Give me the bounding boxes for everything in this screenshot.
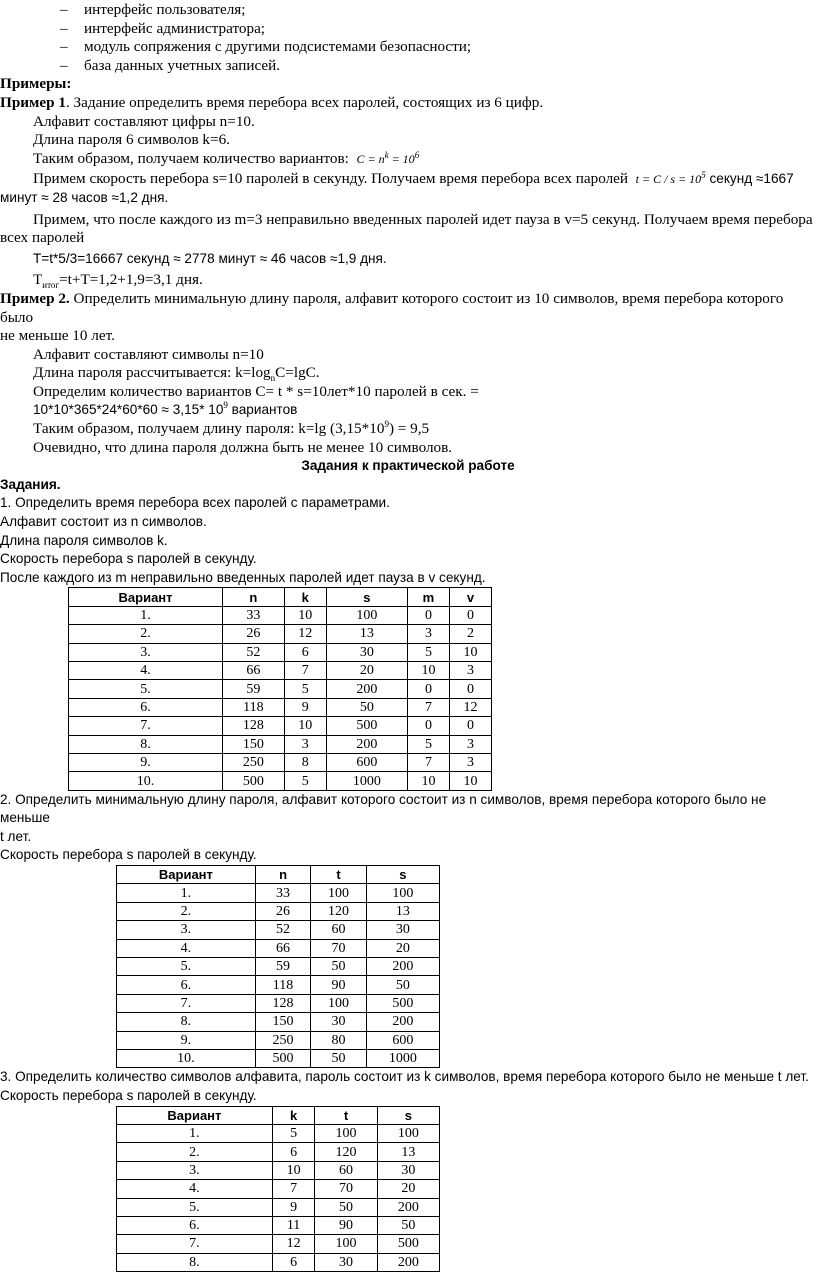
table-header-cell: t xyxy=(311,866,367,884)
table-row xyxy=(69,643,492,661)
table-cell: 0 xyxy=(407,717,449,735)
table-cell: 6 xyxy=(272,1143,315,1161)
table-row xyxy=(117,1143,440,1161)
table-cell: 30 xyxy=(315,1253,377,1271)
table-cell: 250 xyxy=(223,753,285,771)
table-cell: 6. xyxy=(117,976,256,994)
formula-time: $t = C / s = 10^5$ xyxy=(635,170,706,187)
example1-line: T=t*5/3=16667 секунд ≈ 2778 минут ≈ 46 часов ≈1,9 дня. xyxy=(33,250,387,266)
task2-table xyxy=(116,865,440,1068)
table-cell: 100 xyxy=(377,1124,439,1142)
table-row xyxy=(69,753,492,771)
table-cell: 20 xyxy=(366,939,439,957)
table-cell: 12 xyxy=(272,1235,315,1253)
table-row xyxy=(69,606,492,624)
table-cell: 5 xyxy=(284,772,326,790)
table-cell: 5 xyxy=(407,735,449,753)
task-line: После каждого из m неправильно введенных паролей идет пауза в v секунд. xyxy=(0,569,486,585)
table-cell: 30 xyxy=(311,1013,367,1031)
table-cell: 100 xyxy=(311,994,367,1012)
table-cell: 33 xyxy=(255,884,311,902)
table-cell: 9. xyxy=(117,1031,256,1049)
table-cell: 120 xyxy=(311,902,367,920)
table-cell: 500 xyxy=(366,994,439,1012)
table-cell: 8 xyxy=(284,753,326,771)
table-cell: 100 xyxy=(311,884,367,902)
table-cell: 60 xyxy=(315,1161,377,1179)
table-cell: 13 xyxy=(366,902,439,920)
list-item: – база данных учетных записей. xyxy=(0,57,816,76)
table-cell: 0 xyxy=(407,606,449,624)
table-cell: 70 xyxy=(315,1180,377,1198)
table-cell: 600 xyxy=(366,1031,439,1049)
table-row xyxy=(117,1049,440,1067)
table-row xyxy=(117,884,440,902)
table-cell: 9. xyxy=(69,753,223,771)
table-cell: 150 xyxy=(255,1013,311,1031)
table-cell: 5 xyxy=(407,643,449,661)
table-cell: 200 xyxy=(366,1013,439,1031)
table-header-cell: v xyxy=(449,588,491,606)
table-row xyxy=(117,921,440,939)
example2-label: Пример 2. xyxy=(0,289,70,307)
table-cell: 30 xyxy=(377,1161,439,1179)
table-cell: 128 xyxy=(223,717,285,735)
table-cell: 13 xyxy=(377,1143,439,1161)
table-cell: 120 xyxy=(315,1143,377,1161)
table-cell: 1. xyxy=(117,1124,273,1142)
example1-line: Примем, что после каждого из m=3 неправильно введенных паролей идет пауза в v=5 секунд. Получаем время перебора xyxy=(33,210,813,228)
table-cell: 10 xyxy=(284,717,326,735)
table-cell: 30 xyxy=(366,921,439,939)
task3-table xyxy=(116,1106,440,1272)
table-row xyxy=(69,735,492,753)
table-cell: 90 xyxy=(311,976,367,994)
table-header-row xyxy=(117,866,440,884)
example1-line: Длина пароля 6 символов k=6. xyxy=(33,131,230,149)
example2-line: 10*10*365*24*60*60 ≈ 3,15* $10^9$ вариантов xyxy=(33,400,298,418)
table-cell: 52 xyxy=(223,643,285,661)
table-cell: 4. xyxy=(69,661,223,679)
table-cell: 200 xyxy=(377,1198,439,1216)
table-cell: 50 xyxy=(315,1198,377,1216)
table-cell: 66 xyxy=(223,661,285,679)
table-cell: 10 xyxy=(407,661,449,679)
task1-text xyxy=(0,494,816,587)
table-cell: 20 xyxy=(377,1180,439,1198)
table-row xyxy=(117,1235,440,1253)
table-cell: 8. xyxy=(117,1013,256,1031)
table-cell: 7 xyxy=(284,661,326,679)
table-cell: 3 xyxy=(449,661,491,679)
table-row xyxy=(69,698,492,716)
table-cell: 7 xyxy=(272,1180,315,1198)
example1-line: Примем скорость перебора s=10 паролей в секунду. Получаем время перебора всех паролей $t = C / s = 10^5$ секунд ≈1667 xyxy=(33,170,794,188)
table-header-cell: t xyxy=(315,1106,377,1124)
table-cell: 150 xyxy=(223,735,285,753)
table-cell: 59 xyxy=(223,680,285,698)
table-cell: 5. xyxy=(117,1198,273,1216)
table-cell: 500 xyxy=(255,1049,311,1067)
table-row xyxy=(69,661,492,679)
task-line: 2. Определить минимальную длину пароля, алфавит которого состоит из n символов, время перебора которого было не меньше xyxy=(0,791,767,826)
example2-line: Длина пароля рассчитывается: $k=\log_nC=\lg C$. xyxy=(33,364,320,384)
example2-intro: Пример 2. Определить минимальную длину пароля, алфавит которого состоит из 10 символов, время перебора которого было xyxy=(0,289,784,326)
example2-line: Таким образом, получаем длину пароля: k=lg $(3,15*10^9) = 9,5$ xyxy=(33,419,430,438)
table-header-cell: n xyxy=(255,866,311,884)
tasks-heading: Задания. xyxy=(0,476,61,492)
table-cell: 200 xyxy=(366,958,439,976)
table-cell: 11 xyxy=(272,1216,315,1234)
table-cell: 500 xyxy=(377,1235,439,1253)
table-cell: 10 xyxy=(407,772,449,790)
table-row xyxy=(117,1216,440,1234)
task-line: Скорость перебора s паролей в секунду. xyxy=(0,551,257,567)
table-row xyxy=(117,939,440,957)
example2-line: Очевидно, что длина пароля должна быть не менее 10 символов. xyxy=(33,438,453,456)
task-line: Скорость перебора s паролей в секунду. xyxy=(0,847,257,863)
table-cell: 59 xyxy=(255,958,311,976)
table-header-cell: Вариант xyxy=(69,588,223,606)
example1-line: минут ≈ 28 часов ≈1,2 дня. xyxy=(0,189,169,205)
table-row xyxy=(69,625,492,643)
table-cell: 2. xyxy=(117,1143,273,1161)
list-item: – модуль сопряжения с другими подсистемами безопасности; xyxy=(0,38,816,57)
table-cell: 100 xyxy=(315,1124,377,1142)
table-header-cell: s xyxy=(366,866,439,884)
table-cell: 10. xyxy=(69,772,223,790)
table-row xyxy=(117,958,440,976)
example2-line: не меньше 10 лет. xyxy=(0,327,115,345)
table-cell: 7. xyxy=(117,1235,273,1253)
table-cell: 4. xyxy=(117,1180,273,1198)
table-cell: 6. xyxy=(69,698,223,716)
table-cell: 200 xyxy=(326,735,407,753)
table-cell: 8. xyxy=(69,735,223,753)
table-cell: 13 xyxy=(326,625,407,643)
table-cell: 50 xyxy=(377,1216,439,1234)
table-cell: 500 xyxy=(223,772,285,790)
table-cell: 6 xyxy=(284,643,326,661)
table-cell: 7. xyxy=(117,994,256,1012)
table-row xyxy=(69,772,492,790)
example1-line: $T_{итог}=t+T=1,2+1,9=3,1$ дня. xyxy=(33,271,203,291)
table-cell: 12 xyxy=(449,698,491,716)
example1-intro: Пример 1. Задание определить время перебора всех паролей, состоящих из 6 цифр. xyxy=(0,93,544,111)
table-cell: 10 xyxy=(449,772,491,790)
example1-label: Пример 1 xyxy=(0,93,66,111)
table-cell: 500 xyxy=(326,717,407,735)
table-cell: 6 xyxy=(272,1253,315,1271)
task-line: Скорость перебора s паролей в секунду. xyxy=(0,1087,257,1103)
table-cell: 5 xyxy=(272,1124,315,1142)
table-header-cell: s xyxy=(326,588,407,606)
table-cell: 3. xyxy=(69,643,223,661)
table-cell: 26 xyxy=(223,625,285,643)
table-cell: 33 xyxy=(223,606,285,624)
table-cell: 10. xyxy=(117,1049,256,1067)
table-cell: 0 xyxy=(449,717,491,735)
table-cell: 9 xyxy=(284,698,326,716)
example2-line: Определим количество вариантов C= t * s=10лет*10 паролей в сек. = xyxy=(33,382,479,400)
table-cell: 10 xyxy=(449,643,491,661)
task-line: 3. Определить количество символов алфавита, пароль состоит из k символов, время перебора которого было не меньше t лет. xyxy=(0,1069,809,1085)
table-cell: 200 xyxy=(377,1253,439,1271)
table-header-cell: Вариант xyxy=(117,866,256,884)
table-row xyxy=(117,1124,440,1142)
table-cell: 50 xyxy=(311,1049,367,1067)
table-header-cell: k xyxy=(272,1106,315,1124)
table-header-cell: k xyxy=(284,588,326,606)
table-row xyxy=(117,994,440,1012)
formula-variants: $C = n^k = 10^6$ xyxy=(356,149,420,166)
examples-heading: Примеры: xyxy=(0,75,72,93)
table-header-row xyxy=(69,588,492,606)
table-cell: 600 xyxy=(326,753,407,771)
table-row xyxy=(117,1180,440,1198)
table-header-row xyxy=(117,1106,440,1124)
table-cell: 3 xyxy=(449,735,491,753)
table-row xyxy=(117,1031,440,1049)
table-header-cell: s xyxy=(377,1106,439,1124)
table-cell: 200 xyxy=(326,680,407,698)
table-cell: 7. xyxy=(69,717,223,735)
table-cell: 4. xyxy=(117,939,256,957)
table-cell: 60 xyxy=(311,921,367,939)
table-cell: 5. xyxy=(117,958,256,976)
table-cell: 1000 xyxy=(366,1049,439,1067)
table-cell: 10 xyxy=(272,1161,315,1179)
task-line: 1. Определить время перебора всех паролей с параметрами. xyxy=(0,495,390,511)
task2-text xyxy=(0,791,816,865)
table-cell: 100 xyxy=(326,606,407,624)
table-cell: 90 xyxy=(315,1216,377,1234)
task-line: Длина пароля символов k. xyxy=(0,532,168,548)
table-cell: 6. xyxy=(117,1216,273,1234)
table-cell: 100 xyxy=(315,1235,377,1253)
table-cell: 3 xyxy=(284,735,326,753)
example1-line: Таким образом, получаем количество вариантов: $C = n^k = 10^6$ xyxy=(33,149,420,167)
table-cell: 128 xyxy=(255,994,311,1012)
table-row xyxy=(117,1198,440,1216)
task-line: Алфавит состоит из n символов. xyxy=(0,514,207,530)
task1-table xyxy=(68,587,492,790)
table-cell: 100 xyxy=(366,884,439,902)
table-cell: 52 xyxy=(255,921,311,939)
table-header-cell: n xyxy=(223,588,285,606)
table-cell: 0 xyxy=(407,680,449,698)
table-cell: 50 xyxy=(366,976,439,994)
table-cell: 20 xyxy=(326,661,407,679)
table-cell: 1. xyxy=(117,884,256,902)
table-cell: 3 xyxy=(407,625,449,643)
list-item: – интерфейс пользователя; xyxy=(0,1,816,20)
table-cell: 118 xyxy=(255,976,311,994)
table-cell: 1. xyxy=(69,606,223,624)
table-cell: 5 xyxy=(284,680,326,698)
table-cell: 70 xyxy=(311,939,367,957)
table-cell: 10 xyxy=(284,606,326,624)
table-cell: 50 xyxy=(311,958,367,976)
table-cell: 0 xyxy=(449,606,491,624)
table-cell: 12 xyxy=(284,625,326,643)
table-cell: 26 xyxy=(255,902,311,920)
table-cell: 3. xyxy=(117,921,256,939)
table-cell: 3. xyxy=(117,1161,273,1179)
example1-line: всех паролей xyxy=(0,229,85,247)
table-header-cell: m xyxy=(407,588,449,606)
table-cell: 8. xyxy=(117,1253,273,1271)
table-row xyxy=(117,976,440,994)
table-row xyxy=(117,1253,440,1271)
table-cell: 7 xyxy=(407,753,449,771)
table-row xyxy=(117,1161,440,1179)
table-cell: 30 xyxy=(326,643,407,661)
table-cell: 0 xyxy=(449,680,491,698)
table-cell: 2. xyxy=(117,902,256,920)
task-line: t лет. xyxy=(0,828,32,844)
component-list xyxy=(0,1,816,75)
table-cell: 80 xyxy=(311,1031,367,1049)
table-cell: 7 xyxy=(407,698,449,716)
table-cell: 118 xyxy=(223,698,285,716)
table-cell: 1000 xyxy=(326,772,407,790)
example1-line: Алфавит составляют цифры n=10. xyxy=(33,112,255,130)
table-cell: 2. xyxy=(69,625,223,643)
table-row xyxy=(117,902,440,920)
table-row xyxy=(69,680,492,698)
list-item: – интерфейс администратора; xyxy=(0,20,816,39)
table-row xyxy=(69,717,492,735)
table-cell: 3 xyxy=(449,753,491,771)
table-cell: 2 xyxy=(449,625,491,643)
table-cell: 9 xyxy=(272,1198,315,1216)
practice-heading: Задания к практической работе xyxy=(301,458,515,474)
table-cell: 66 xyxy=(255,939,311,957)
table-row xyxy=(117,1013,440,1031)
table-header-cell: Вариант xyxy=(117,1106,273,1124)
task3-text xyxy=(0,1068,816,1105)
table-cell: 5. xyxy=(69,680,223,698)
example2-line: Алфавит составляют символы n=10 xyxy=(33,345,264,363)
table-cell: 50 xyxy=(326,698,407,716)
table-cell: 250 xyxy=(255,1031,311,1049)
